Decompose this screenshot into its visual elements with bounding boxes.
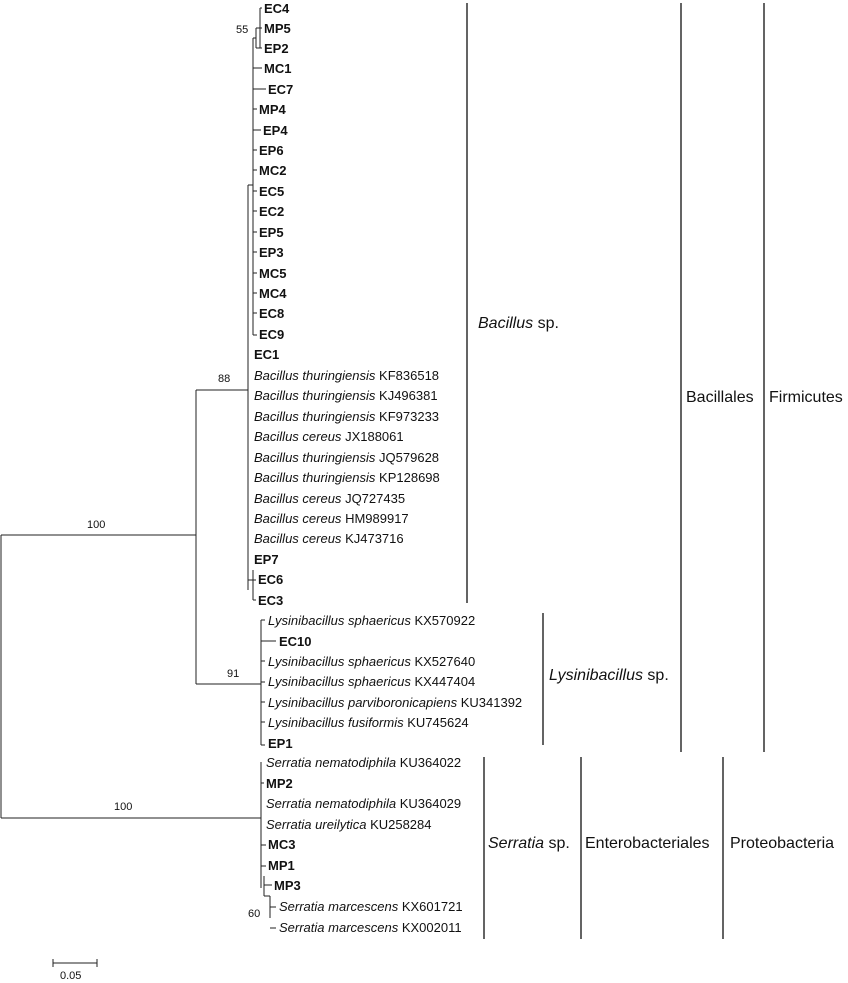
taxon-mp4: MP4	[259, 102, 286, 117]
taxon-bacillus-thuringiensis-kj496381: Bacillus thuringiensis KJ496381	[254, 388, 438, 403]
taxon-serratia-marcescens-kx601721: Serratia marcescens KX601721	[279, 899, 463, 914]
bootstrap-100-proteobacteria: 100	[114, 801, 133, 813]
taxon-serratia-ureilytica-ku258284: Serratia ureilytica KU258284	[266, 817, 432, 832]
taxon-lysinibacillus-parviboronicapiens-ku341392: Lysinibacillus parviboronicapiens KU341392	[268, 695, 523, 710]
tree-branches	[1, 8, 276, 928]
scale-bar	[53, 959, 97, 982]
taxon-mc1: MC1	[264, 61, 292, 76]
taxon-ec1: EC1	[254, 347, 280, 362]
taxon-ep3: EP3	[259, 245, 284, 260]
taxon-bacillus-thuringiensis-kp128698: Bacillus thuringiensis KP128698	[254, 470, 440, 485]
taxon-ec10: EC10	[279, 634, 312, 649]
taxon-bacillus-cereus-hm989917: Bacillus cereus HM989917	[254, 511, 409, 526]
group-label-firmicutes: Firmicutes	[769, 389, 843, 406]
taxon-ep4: EP4	[263, 123, 288, 138]
taxon-lysinibacillus-sphaericus-kx527640: Lysinibacillus sphaericus KX527640	[268, 654, 476, 669]
taxon-mp2: MP2	[266, 776, 293, 791]
group-label-bacillales: Bacillales	[686, 389, 754, 406]
taxon-ec8: EC8	[259, 306, 285, 321]
group-label-proteobacteria: Proteobacteria	[730, 835, 835, 852]
taxon-serratia-nematodiphila-ku364029: Serratia nematodiphila KU364029	[266, 796, 462, 811]
taxon-serratia-marcescens-kx002011: Serratia marcescens KX002011	[279, 920, 462, 935]
taxon-ec2: EC2	[259, 204, 285, 219]
group-label-enterobacteriales: Enterobacteriales	[585, 835, 710, 852]
bootstrap-91: 91	[227, 668, 240, 680]
taxon-mc3: MC3	[268, 837, 296, 852]
taxon-bacillus-thuringiensis-jq579628: Bacillus thuringiensis JQ579628	[254, 450, 440, 465]
taxon-mc2: MC2	[259, 163, 287, 178]
taxon-mp1: MP1	[268, 858, 295, 873]
taxon-bacillus-cereus-kj473716: Bacillus cereus KJ473716	[254, 531, 404, 546]
taxon-ep7: EP7	[254, 552, 279, 567]
bootstrap-values	[87, 24, 260, 920]
taxon-bacillus-thuringiensis-kf973233: Bacillus thuringiensis KF973233	[254, 409, 440, 424]
taxon-bacillus-thuringiensis-kf836518: Bacillus thuringiensis KF836518	[254, 368, 440, 383]
taxon-bacillus-cereus-jx188061: Bacillus cereus JX188061	[254, 429, 404, 444]
taxon-ep5: EP5	[259, 225, 284, 240]
taxon-ec4: EC4	[264, 1, 290, 16]
group-label-bacillus: Bacillus sp.	[478, 315, 559, 332]
taxon-labels	[254, 1, 522, 935]
taxon-mp3: MP3	[274, 878, 301, 893]
taxon-ep1: EP1	[268, 736, 293, 751]
taxon-ec3: EC3	[258, 593, 284, 608]
taxon-lysinibacillus-sphaericus-kx447404: Lysinibacillus sphaericus KX447404	[268, 674, 476, 689]
taxon-ec9: EC9	[259, 327, 285, 342]
taxon-bacillus-cereus-jq727435: Bacillus cereus JQ727435	[254, 491, 406, 506]
bootstrap-60: 60	[248, 908, 261, 920]
bootstrap-55: 55	[236, 24, 249, 36]
taxon-mc5: MC5	[259, 266, 287, 281]
taxon-ec7: EC7	[268, 82, 294, 97]
taxon-ep2: EP2	[264, 41, 289, 56]
taxon-serratia-nematodiphila-ku364022: Serratia nematodiphila KU364022	[266, 755, 462, 770]
taxon-ep6: EP6	[259, 143, 284, 158]
taxon-mc4: MC4	[259, 286, 287, 301]
group-label-lysinibacillus: Lysinibacillus sp.	[549, 667, 669, 684]
group-bars	[467, 3, 764, 939]
group-labels	[478, 315, 843, 852]
bootstrap-88: 88	[218, 373, 231, 385]
bootstrap-100-firmicutes: 100	[87, 519, 106, 531]
taxon-lysinibacillus-fusiformis-ku745624: Lysinibacillus fusiformis KU745624	[268, 715, 469, 730]
taxon-ec6: EC6	[258, 572, 284, 587]
scale-bar-label: 0.05	[60, 970, 82, 982]
taxon-ec5: EC5	[259, 184, 285, 199]
taxon-lysinibacillus-sphaericus-kx570922: Lysinibacillus sphaericus KX570922	[268, 613, 476, 628]
taxon-mp5: MP5	[264, 21, 291, 36]
group-label-serratia: Serratia sp.	[488, 835, 570, 852]
